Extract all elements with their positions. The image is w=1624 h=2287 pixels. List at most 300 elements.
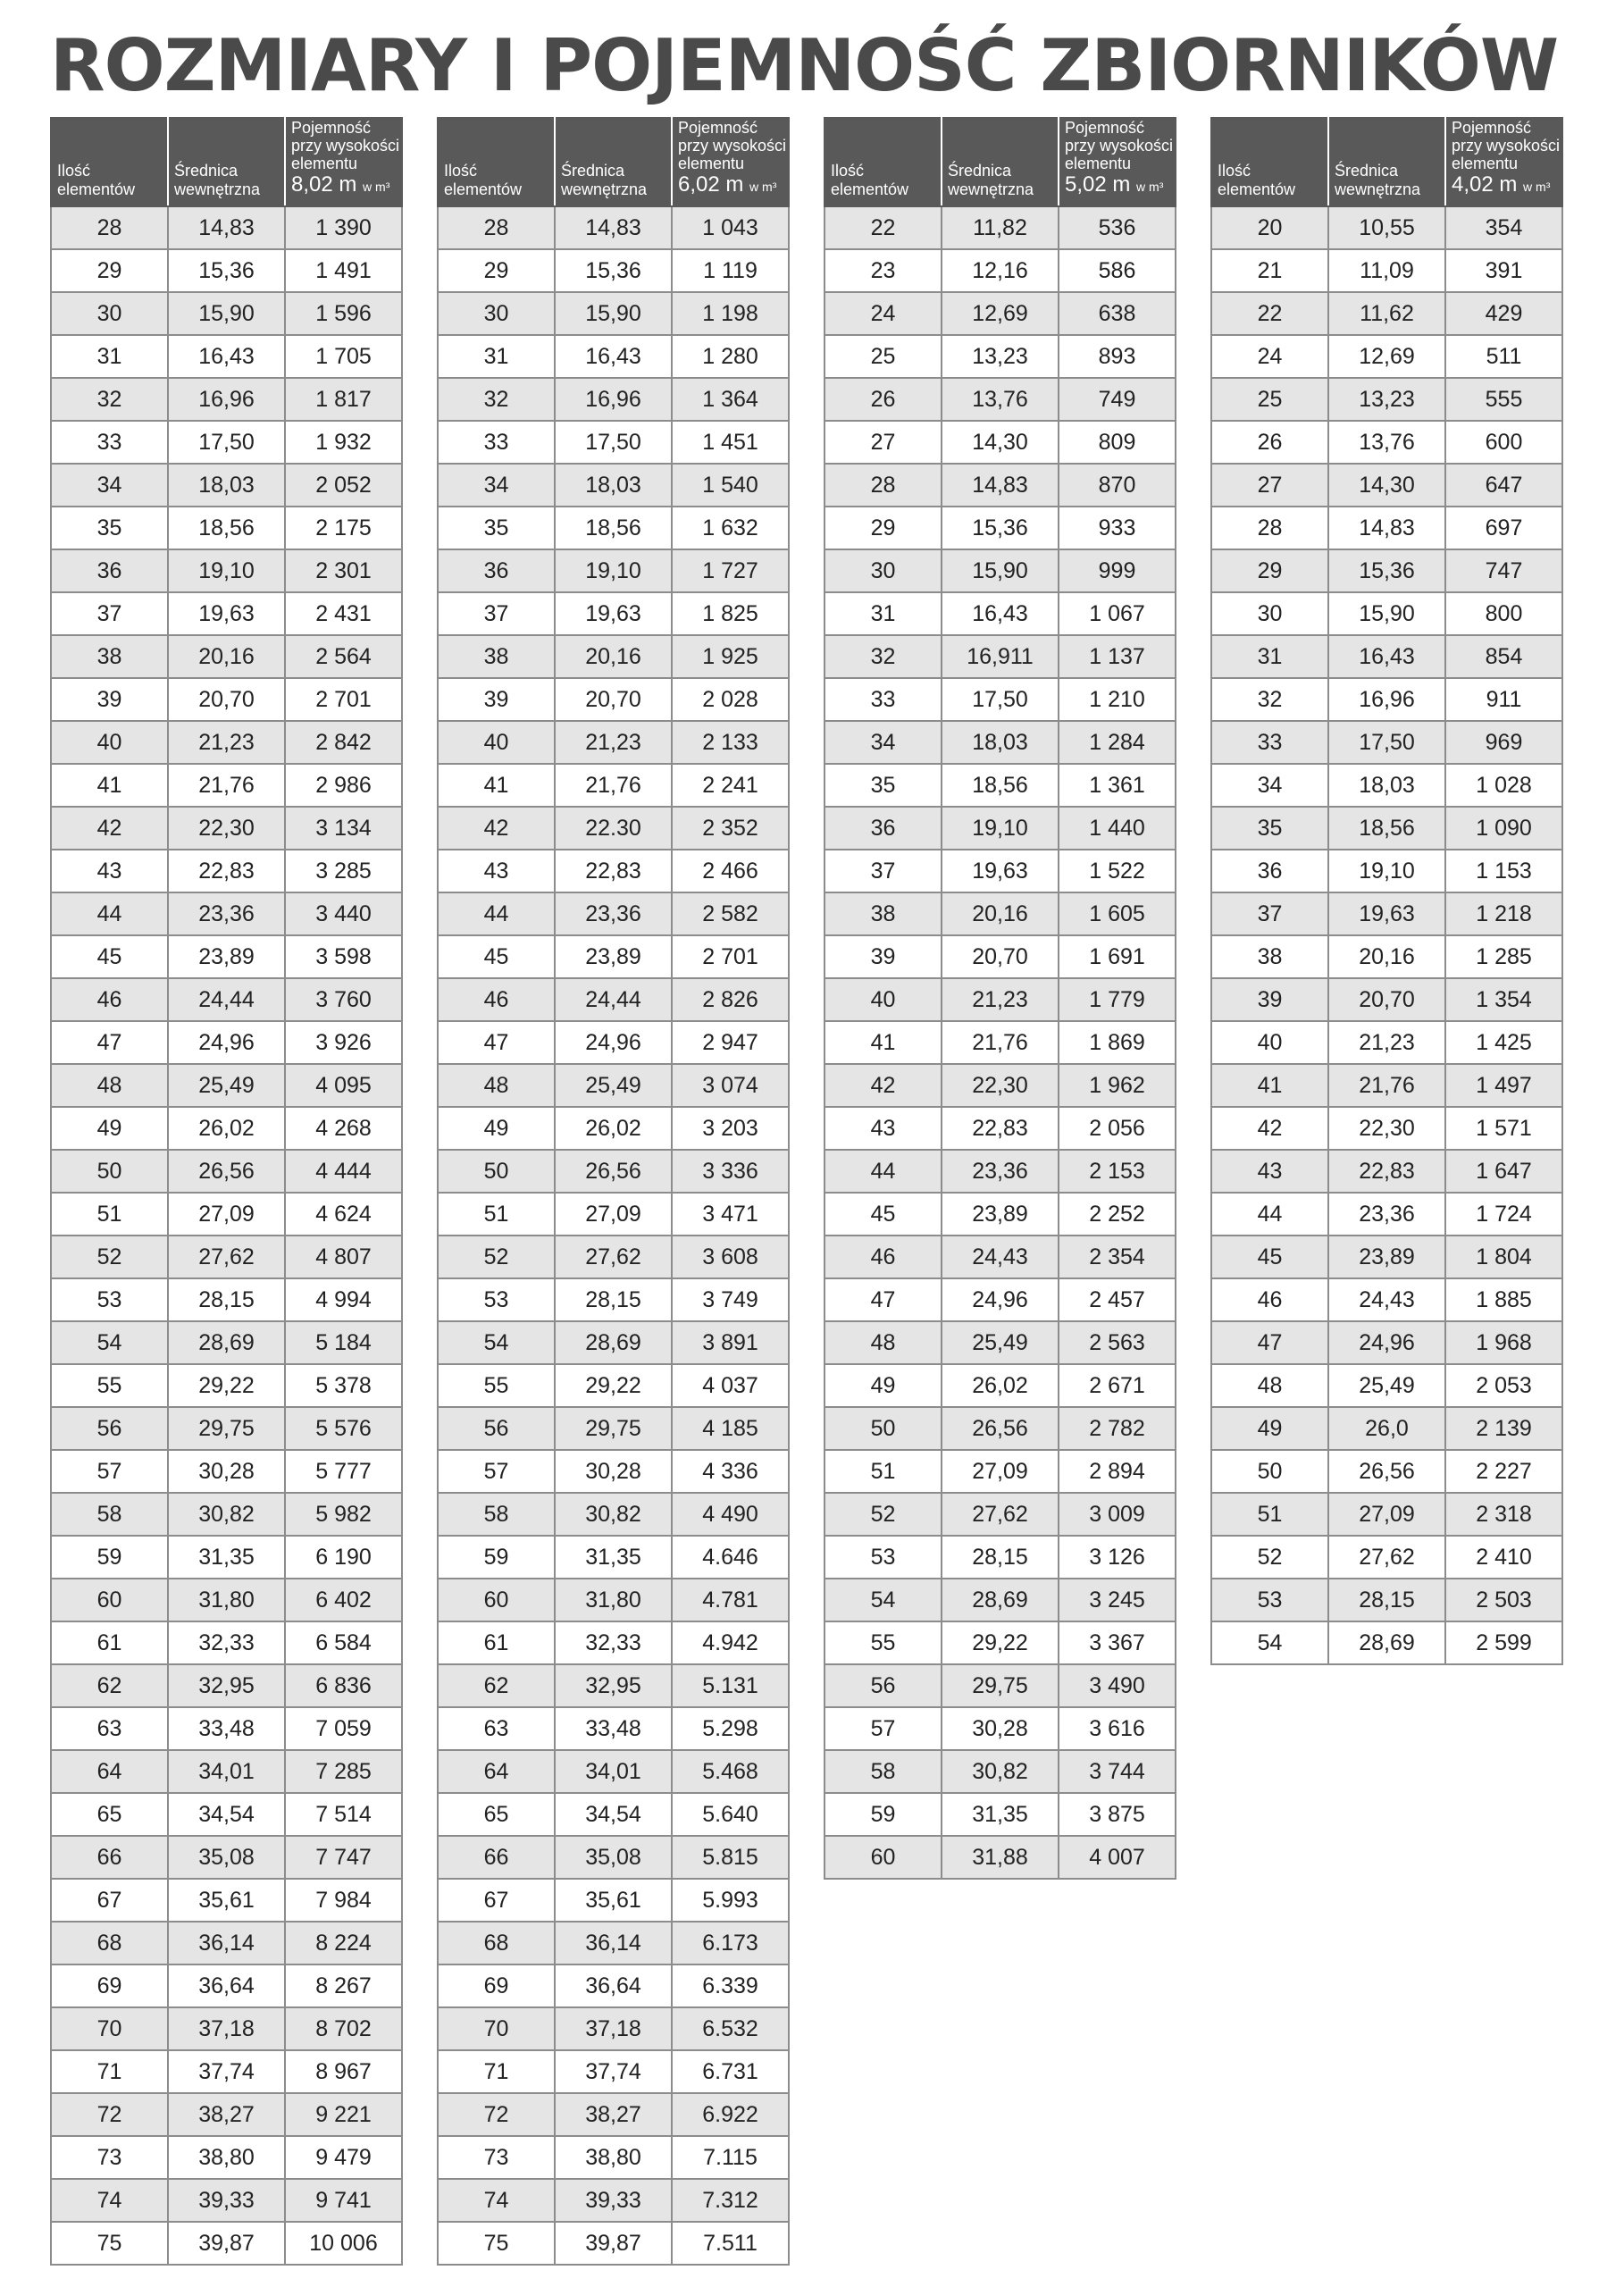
cell-element-count: 37	[825, 850, 942, 892]
table-row	[51, 1107, 402, 1150]
table-row	[438, 1964, 789, 2007]
table-row	[825, 1750, 1176, 1793]
cell-element-count: 28	[51, 206, 168, 249]
cell-element-count: 36	[438, 549, 555, 592]
cell-element-count: 24	[1211, 335, 1328, 378]
cell-element-count: 31	[51, 335, 168, 378]
cell-inner-diameter: 24,96	[168, 1021, 285, 1064]
cell-element-count: 46	[825, 1236, 942, 1278]
cell-capacity: 999	[1059, 549, 1176, 592]
table-row	[438, 335, 789, 378]
cell-element-count: 74	[438, 2179, 555, 2222]
table-row	[51, 1193, 402, 1236]
table-row	[1211, 421, 1562, 464]
cell-element-count: 27	[825, 421, 942, 464]
cell-element-count: 47	[438, 1021, 555, 1064]
table-row	[438, 1707, 789, 1750]
table-row	[51, 549, 402, 592]
cell-inner-diameter: 31,88	[942, 1836, 1059, 1879]
cell-inner-diameter: 22,83	[942, 1107, 1059, 1150]
table-row	[1211, 978, 1562, 1021]
cell-inner-diameter: 22,30	[168, 807, 285, 850]
header-inner-diameter: Średnica wewnętrzna	[1328, 118, 1445, 206]
cell-inner-diameter: 32,33	[555, 1621, 672, 1664]
table-row	[1211, 1536, 1562, 1579]
cell-capacity: 2 133	[672, 721, 789, 764]
cell-inner-diameter: 22,83	[555, 850, 672, 892]
table-row	[1211, 249, 1562, 292]
table-row	[825, 1064, 1176, 1107]
cell-capacity: 4.646	[672, 1536, 789, 1579]
cell-inner-diameter: 27,09	[168, 1193, 285, 1236]
cell-inner-diameter: 26,56	[942, 1407, 1059, 1450]
cell-capacity: 5 777	[285, 1450, 402, 1493]
cell-capacity: 6.339	[672, 1964, 789, 2007]
cell-inner-diameter: 18,56	[1328, 807, 1445, 850]
table-row	[1211, 892, 1562, 935]
table-row	[438, 1064, 789, 1107]
cell-element-count: 33	[1211, 721, 1328, 764]
table-row	[1211, 1064, 1562, 1107]
cell-capacity: 1 647	[1445, 1150, 1562, 1193]
cell-capacity: 2 986	[285, 764, 402, 807]
cell-inner-diameter: 27,09	[1328, 1493, 1445, 1536]
table-row	[438, 635, 789, 678]
cell-element-count: 62	[438, 1664, 555, 1707]
cell-capacity: 8 224	[285, 1922, 402, 1964]
cell-inner-diameter: 16,911	[942, 635, 1059, 678]
cell-element-count: 54	[825, 1579, 942, 1621]
cell-inner-diameter: 25,49	[555, 1064, 672, 1107]
cell-element-count: 35	[825, 764, 942, 807]
table-row	[51, 1493, 402, 1536]
cell-element-count: 38	[825, 892, 942, 935]
cell-capacity: 2 153	[1059, 1150, 1176, 1193]
cell-inner-diameter: 32,95	[168, 1664, 285, 1707]
cell-inner-diameter: 11,82	[942, 206, 1059, 249]
cell-capacity: 2 175	[285, 507, 402, 549]
header-capacity-label: Pojemność przy wysokości elementu	[291, 119, 400, 172]
cell-capacity: 893	[1059, 335, 1176, 378]
table-row	[825, 1793, 1176, 1836]
cell-capacity: 2 431	[285, 592, 402, 635]
table-row	[51, 378, 402, 421]
cell-capacity: 5.298	[672, 1707, 789, 1750]
cell-inner-diameter: 16,43	[1328, 635, 1445, 678]
cell-element-count: 58	[825, 1750, 942, 1793]
cell-element-count: 31	[825, 592, 942, 635]
cell-inner-diameter: 25,49	[942, 1321, 1059, 1364]
cell-inner-diameter: 34,54	[168, 1793, 285, 1836]
table-row	[825, 421, 1176, 464]
cell-element-count: 60	[825, 1836, 942, 1879]
table-row	[1211, 1236, 1562, 1278]
table-row	[825, 1021, 1176, 1064]
table-row	[825, 1536, 1176, 1579]
table-row	[51, 1621, 402, 1664]
table-row	[825, 1236, 1176, 1278]
cell-capacity: 1 198	[672, 292, 789, 335]
table-row	[51, 464, 402, 507]
cell-capacity: 4 490	[672, 1493, 789, 1536]
cell-element-count: 32	[1211, 678, 1328, 721]
cell-element-count: 35	[51, 507, 168, 549]
table-row	[438, 464, 789, 507]
table-row	[51, 850, 402, 892]
cell-capacity: 3 891	[672, 1321, 789, 1364]
cell-inner-diameter: 26,02	[555, 1107, 672, 1150]
cell-inner-diameter: 17,50	[942, 678, 1059, 721]
cell-capacity: 3 471	[672, 1193, 789, 1236]
cell-element-count: 61	[438, 1621, 555, 1664]
cell-capacity: 3 598	[285, 935, 402, 978]
cell-capacity: 2 139	[1445, 1407, 1562, 1450]
table-row	[825, 635, 1176, 678]
cell-capacity: 2 582	[672, 892, 789, 935]
cell-element-count: 54	[51, 1321, 168, 1364]
cell-capacity: 870	[1059, 464, 1176, 507]
cell-capacity: 4 007	[1059, 1836, 1176, 1879]
cell-inner-diameter: 26,02	[942, 1364, 1059, 1407]
cell-capacity: 1 440	[1059, 807, 1176, 850]
table-body	[51, 206, 402, 2265]
cell-element-count: 45	[825, 1193, 942, 1236]
cell-inner-diameter: 27,09	[555, 1193, 672, 1236]
cell-capacity: 1 817	[285, 378, 402, 421]
cell-element-count: 68	[51, 1922, 168, 1964]
cell-element-count: 51	[438, 1193, 555, 1236]
cell-capacity: 9 479	[285, 2136, 402, 2179]
header-unit: w m³	[749, 180, 777, 194]
cell-inner-diameter: 34,01	[555, 1750, 672, 1793]
cell-inner-diameter: 23,36	[1328, 1193, 1445, 1236]
cell-inner-diameter: 14,30	[942, 421, 1059, 464]
cell-capacity: 391	[1445, 249, 1562, 292]
cell-capacity: 4 185	[672, 1407, 789, 1450]
cell-element-count: 38	[438, 635, 555, 678]
cell-inner-diameter: 23,89	[168, 935, 285, 978]
cell-inner-diameter: 14,83	[942, 464, 1059, 507]
cell-inner-diameter: 29,22	[555, 1364, 672, 1407]
table-row	[438, 1922, 789, 1964]
cell-element-count: 33	[51, 421, 168, 464]
cell-element-count: 73	[438, 2136, 555, 2179]
table-row	[1211, 764, 1562, 807]
cell-capacity: 8 267	[285, 1964, 402, 2007]
cell-element-count: 48	[825, 1321, 942, 1364]
table-row	[825, 1150, 1176, 1193]
table-row	[1211, 807, 1562, 850]
cell-capacity: 3 203	[672, 1107, 789, 1150]
table-row	[51, 421, 402, 464]
cell-inner-diameter: 16,96	[555, 378, 672, 421]
table-row	[438, 1664, 789, 1707]
cell-element-count: 36	[51, 549, 168, 592]
table-row	[51, 764, 402, 807]
cell-inner-diameter: 19,63	[1328, 892, 1445, 935]
cell-capacity: 6 584	[285, 1621, 402, 1664]
table-row	[438, 249, 789, 292]
cell-capacity: 7 747	[285, 1836, 402, 1879]
cell-element-count: 26	[1211, 421, 1328, 464]
table-row	[825, 892, 1176, 935]
cell-capacity: 2 241	[672, 764, 789, 807]
cell-capacity: 6.922	[672, 2093, 789, 2136]
header-height-value	[1452, 172, 1561, 199]
cell-element-count: 24	[825, 292, 942, 335]
table-row	[825, 678, 1176, 721]
cell-inner-diameter: 16,43	[942, 592, 1059, 635]
cell-element-count: 63	[438, 1707, 555, 1750]
cell-capacity: 1 364	[672, 378, 789, 421]
header-element-count: Ilość elementów	[438, 118, 555, 206]
cell-element-count: 45	[51, 935, 168, 978]
table-row	[1211, 678, 1562, 721]
cell-inner-diameter: 12,69	[942, 292, 1059, 335]
cell-inner-diameter: 38,27	[555, 2093, 672, 2136]
cell-capacity: 697	[1445, 507, 1562, 549]
cell-inner-diameter: 20,16	[168, 635, 285, 678]
cell-element-count: 57	[825, 1707, 942, 1750]
cell-capacity: 1 571	[1445, 1107, 1562, 1150]
cell-inner-diameter: 23,36	[942, 1150, 1059, 1193]
cell-inner-diameter: 15,90	[555, 292, 672, 335]
cell-capacity: 854	[1445, 635, 1562, 678]
cell-element-count: 40	[1211, 1021, 1328, 1064]
cell-capacity: 6 836	[285, 1664, 402, 1707]
cell-inner-diameter: 24,43	[942, 1236, 1059, 1278]
table-row	[825, 850, 1176, 892]
table-row	[825, 592, 1176, 635]
cell-inner-diameter: 26,56	[168, 1150, 285, 1193]
cell-element-count: 36	[1211, 850, 1328, 892]
cell-capacity: 4 444	[285, 1150, 402, 1193]
table-row	[51, 1664, 402, 1707]
cell-inner-diameter: 19,10	[555, 549, 672, 592]
cell-element-count: 66	[51, 1836, 168, 1879]
cell-element-count: 34	[825, 721, 942, 764]
cell-inner-diameter: 20,70	[168, 678, 285, 721]
cell-inner-diameter: 31,35	[168, 1536, 285, 1579]
cell-element-count: 31	[438, 335, 555, 378]
table-row	[51, 807, 402, 850]
cell-inner-diameter: 14,83	[1328, 507, 1445, 549]
table-row	[51, 635, 402, 678]
table-row	[51, 292, 402, 335]
table-row	[51, 935, 402, 978]
cell-capacity: 1 067	[1059, 592, 1176, 635]
cell-capacity: 1 932	[285, 421, 402, 464]
cell-capacity: 5 184	[285, 1321, 402, 1364]
cell-element-count: 69	[438, 1964, 555, 2007]
cell-element-count: 40	[51, 721, 168, 764]
cell-element-count: 57	[51, 1450, 168, 1493]
cell-capacity: 1 285	[1445, 935, 1562, 978]
cell-capacity: 1 605	[1059, 892, 1176, 935]
cell-inner-diameter: 29,75	[555, 1407, 672, 1450]
cell-capacity: 2 599	[1445, 1621, 1562, 1664]
table-row	[438, 549, 789, 592]
header-height-value	[291, 172, 401, 199]
cell-capacity: 969	[1445, 721, 1562, 764]
table-row	[1211, 1021, 1562, 1064]
table-row	[1211, 378, 1562, 421]
capacity-table-6-02m	[437, 117, 790, 2266]
cell-element-count: 67	[51, 1879, 168, 1922]
cell-element-count: 38	[1211, 935, 1328, 978]
cell-inner-diameter: 27,62	[555, 1236, 672, 1278]
table-row	[1211, 935, 1562, 978]
cell-capacity: 2 252	[1059, 1193, 1176, 1236]
cell-capacity: 7.511	[672, 2222, 789, 2265]
cell-element-count: 50	[51, 1150, 168, 1193]
cell-capacity: 3 760	[285, 978, 402, 1021]
cell-element-count: 71	[438, 2050, 555, 2093]
cell-capacity: 3 875	[1059, 1793, 1176, 1836]
cell-element-count: 56	[51, 1407, 168, 1450]
cell-element-count: 60	[51, 1579, 168, 1621]
table-row	[438, 206, 789, 249]
header-element-count: Ilość elementów	[1211, 118, 1328, 206]
cell-capacity: 5 378	[285, 1364, 402, 1407]
cell-element-count: 55	[438, 1364, 555, 1407]
cell-inner-diameter: 23,36	[168, 892, 285, 935]
cell-element-count: 50	[825, 1407, 942, 1450]
cell-inner-diameter: 15,36	[942, 507, 1059, 549]
cell-capacity: 3 608	[672, 1236, 789, 1278]
cell-element-count: 48	[51, 1064, 168, 1107]
cell-inner-diameter: 23,36	[555, 892, 672, 935]
cell-capacity: 1 705	[285, 335, 402, 378]
cell-capacity: 5 982	[285, 1493, 402, 1536]
cell-element-count: 22	[1211, 292, 1328, 335]
cell-capacity: 3 245	[1059, 1579, 1176, 1621]
table-row	[825, 1278, 1176, 1321]
table-row	[1211, 292, 1562, 335]
cell-element-count: 33	[438, 421, 555, 464]
header-height: 6,02 m	[678, 172, 744, 197]
cell-element-count: 65	[438, 1793, 555, 1836]
table-row	[51, 507, 402, 549]
cell-inner-diameter: 11,62	[1328, 292, 1445, 335]
cell-element-count: 60	[438, 1579, 555, 1621]
header-capacity	[1445, 118, 1562, 206]
table-row	[438, 678, 789, 721]
cell-inner-diameter: 39,87	[555, 2222, 672, 2265]
cell-capacity: 555	[1445, 378, 1562, 421]
cell-element-count: 30	[438, 292, 555, 335]
cell-inner-diameter: 21,76	[1328, 1064, 1445, 1107]
table-row	[51, 2007, 402, 2050]
cell-inner-diameter: 39,87	[168, 2222, 285, 2265]
cell-capacity: 747	[1445, 549, 1562, 592]
table-body	[1211, 206, 1562, 1664]
cell-element-count: 42	[51, 807, 168, 850]
header-capacity-label: Pojemność przy wysokości elementu	[1452, 119, 1561, 172]
table-row	[825, 464, 1176, 507]
table-row	[1211, 1579, 1562, 1621]
cell-element-count: 51	[51, 1193, 168, 1236]
table-row	[438, 1236, 789, 1278]
header-height-value	[678, 172, 788, 199]
cell-element-count: 41	[825, 1021, 942, 1064]
cell-element-count: 37	[1211, 892, 1328, 935]
table-row	[825, 335, 1176, 378]
cell-element-count: 39	[51, 678, 168, 721]
cell-element-count: 55	[51, 1364, 168, 1407]
cell-element-count: 54	[438, 1321, 555, 1364]
cell-capacity: 4 095	[285, 1064, 402, 1107]
cell-element-count: 56	[825, 1664, 942, 1707]
cell-inner-diameter: 36,64	[555, 1964, 672, 2007]
cell-capacity: 1 218	[1445, 892, 1562, 935]
table-row	[51, 2050, 402, 2093]
cell-element-count: 25	[825, 335, 942, 378]
table-row	[825, 1579, 1176, 1621]
table-row	[51, 1922, 402, 1964]
cell-inner-diameter: 22.30	[555, 807, 672, 850]
cell-capacity: 2 352	[672, 807, 789, 850]
cell-capacity: 4 807	[285, 1236, 402, 1278]
table-row	[825, 935, 1176, 978]
cell-element-count: 53	[51, 1278, 168, 1321]
cell-capacity: 1 119	[672, 249, 789, 292]
cell-inner-diameter: 25,49	[1328, 1364, 1445, 1407]
cell-capacity: 1 043	[672, 206, 789, 249]
cell-capacity: 1 632	[672, 507, 789, 549]
cell-inner-diameter: 28,15	[1328, 1579, 1445, 1621]
cell-capacity: 7 514	[285, 1793, 402, 1836]
table-row	[438, 292, 789, 335]
table-row	[438, 1879, 789, 1922]
table-row	[1211, 507, 1562, 549]
cell-element-count: 45	[1211, 1236, 1328, 1278]
cell-element-count: 36	[825, 807, 942, 850]
cell-capacity: 8 967	[285, 2050, 402, 2093]
cell-inner-diameter: 21,23	[555, 721, 672, 764]
table-row	[438, 1321, 789, 1364]
cell-element-count: 37	[438, 592, 555, 635]
cell-inner-diameter: 27,09	[942, 1450, 1059, 1493]
cell-inner-diameter: 14,83	[168, 206, 285, 249]
cell-element-count: 71	[51, 2050, 168, 2093]
table-row	[1211, 1321, 1562, 1364]
cell-element-count: 59	[51, 1536, 168, 1579]
table-row	[438, 421, 789, 464]
cell-element-count: 48	[1211, 1364, 1328, 1407]
table-row	[825, 1707, 1176, 1750]
header-height: 4,02 m	[1452, 172, 1518, 197]
table-row	[438, 1278, 789, 1321]
cell-inner-diameter: 28,69	[555, 1321, 672, 1364]
cell-capacity: 1 497	[1445, 1064, 1562, 1107]
cell-inner-diameter: 37,18	[555, 2007, 672, 2050]
cell-element-count: 51	[825, 1450, 942, 1493]
cell-element-count: 49	[51, 1107, 168, 1150]
cell-inner-diameter: 39,33	[555, 2179, 672, 2222]
cell-element-count: 64	[438, 1750, 555, 1793]
cell-capacity: 7 984	[285, 1879, 402, 1922]
cell-capacity: 1 869	[1059, 1021, 1176, 1064]
cell-capacity: 1 825	[672, 592, 789, 635]
cell-capacity: 647	[1445, 464, 1562, 507]
cell-element-count: 39	[1211, 978, 1328, 1021]
cell-inner-diameter: 34,54	[555, 1793, 672, 1836]
cell-inner-diameter: 19,10	[942, 807, 1059, 850]
cell-capacity: 1 451	[672, 421, 789, 464]
cell-inner-diameter: 32,33	[168, 1621, 285, 1664]
table-row	[1211, 335, 1562, 378]
